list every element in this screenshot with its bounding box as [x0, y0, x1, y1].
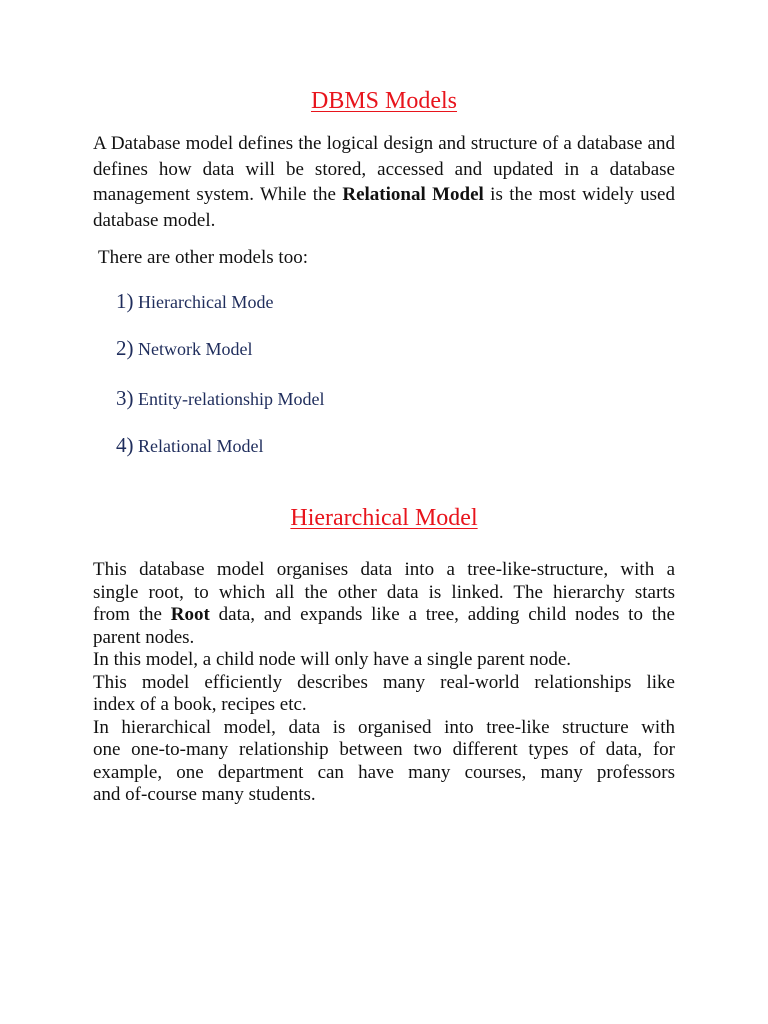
list-number: 2): [116, 336, 134, 360]
body-text: data, and expands like a tree, adding child nodes to the: [209, 604, 675, 625]
body-line: In this model, a child node will only have a single parent node.: [93, 649, 572, 670]
body-text: from the: [93, 604, 171, 625]
list-item-network: [116, 336, 252, 361]
list-item-hierarchical: [116, 289, 273, 314]
body-line: and of-course many students.: [93, 784, 316, 805]
body-line: example, one department can have many courses, many professors: [93, 761, 675, 783]
body-line: This database model organises data into a tree-like-structure, with a: [93, 559, 675, 580]
section-heading-hierarchical-model: Hierarchical Model: [290, 505, 478, 531]
intro-text-2: is the most widely used database model.: [93, 184, 675, 231]
models-lead-text: There are other models too:: [98, 247, 308, 268]
body-line: index of a book, recipes etc.: [93, 694, 307, 715]
body-line: one one-to-many relationship between two different types of data, for: [93, 739, 675, 760]
list-label: Network Model: [138, 339, 253, 359]
body-line: In hierarchical model, data is organised into tree-like structure with: [93, 716, 675, 738]
list-label: Hierarchical Mode: [138, 292, 274, 312]
page-title: DBMS Models: [310, 88, 458, 114]
list-number: 1): [116, 289, 134, 313]
list-number: 3): [116, 386, 134, 410]
intro-bold-relational-model: Relational Model: [342, 184, 484, 205]
intro-text-1: A Database model defines the logical design and structure of a database and defines how data will be stored, accessed and updated in a database management system. While the: [93, 133, 675, 205]
intro-paragraph: [93, 131, 675, 233]
body-bold-root: Root: [170, 604, 210, 625]
list-label: Entity-relationship Model: [138, 389, 325, 409]
body-line: This model efficiently describes many real-world relationships like: [93, 671, 675, 693]
hierarchical-model-body: [93, 559, 675, 807]
body-line: [93, 604, 675, 627]
list-item-entity-relationship: [116, 386, 324, 411]
list-item-relational: [116, 433, 263, 458]
body-line: single root, to which all the other data is linked. The hierarchy starts: [93, 581, 675, 603]
list-label: Relational Model: [138, 436, 264, 456]
body-line: parent nodes.: [93, 626, 195, 648]
list-number: 4): [116, 433, 134, 457]
